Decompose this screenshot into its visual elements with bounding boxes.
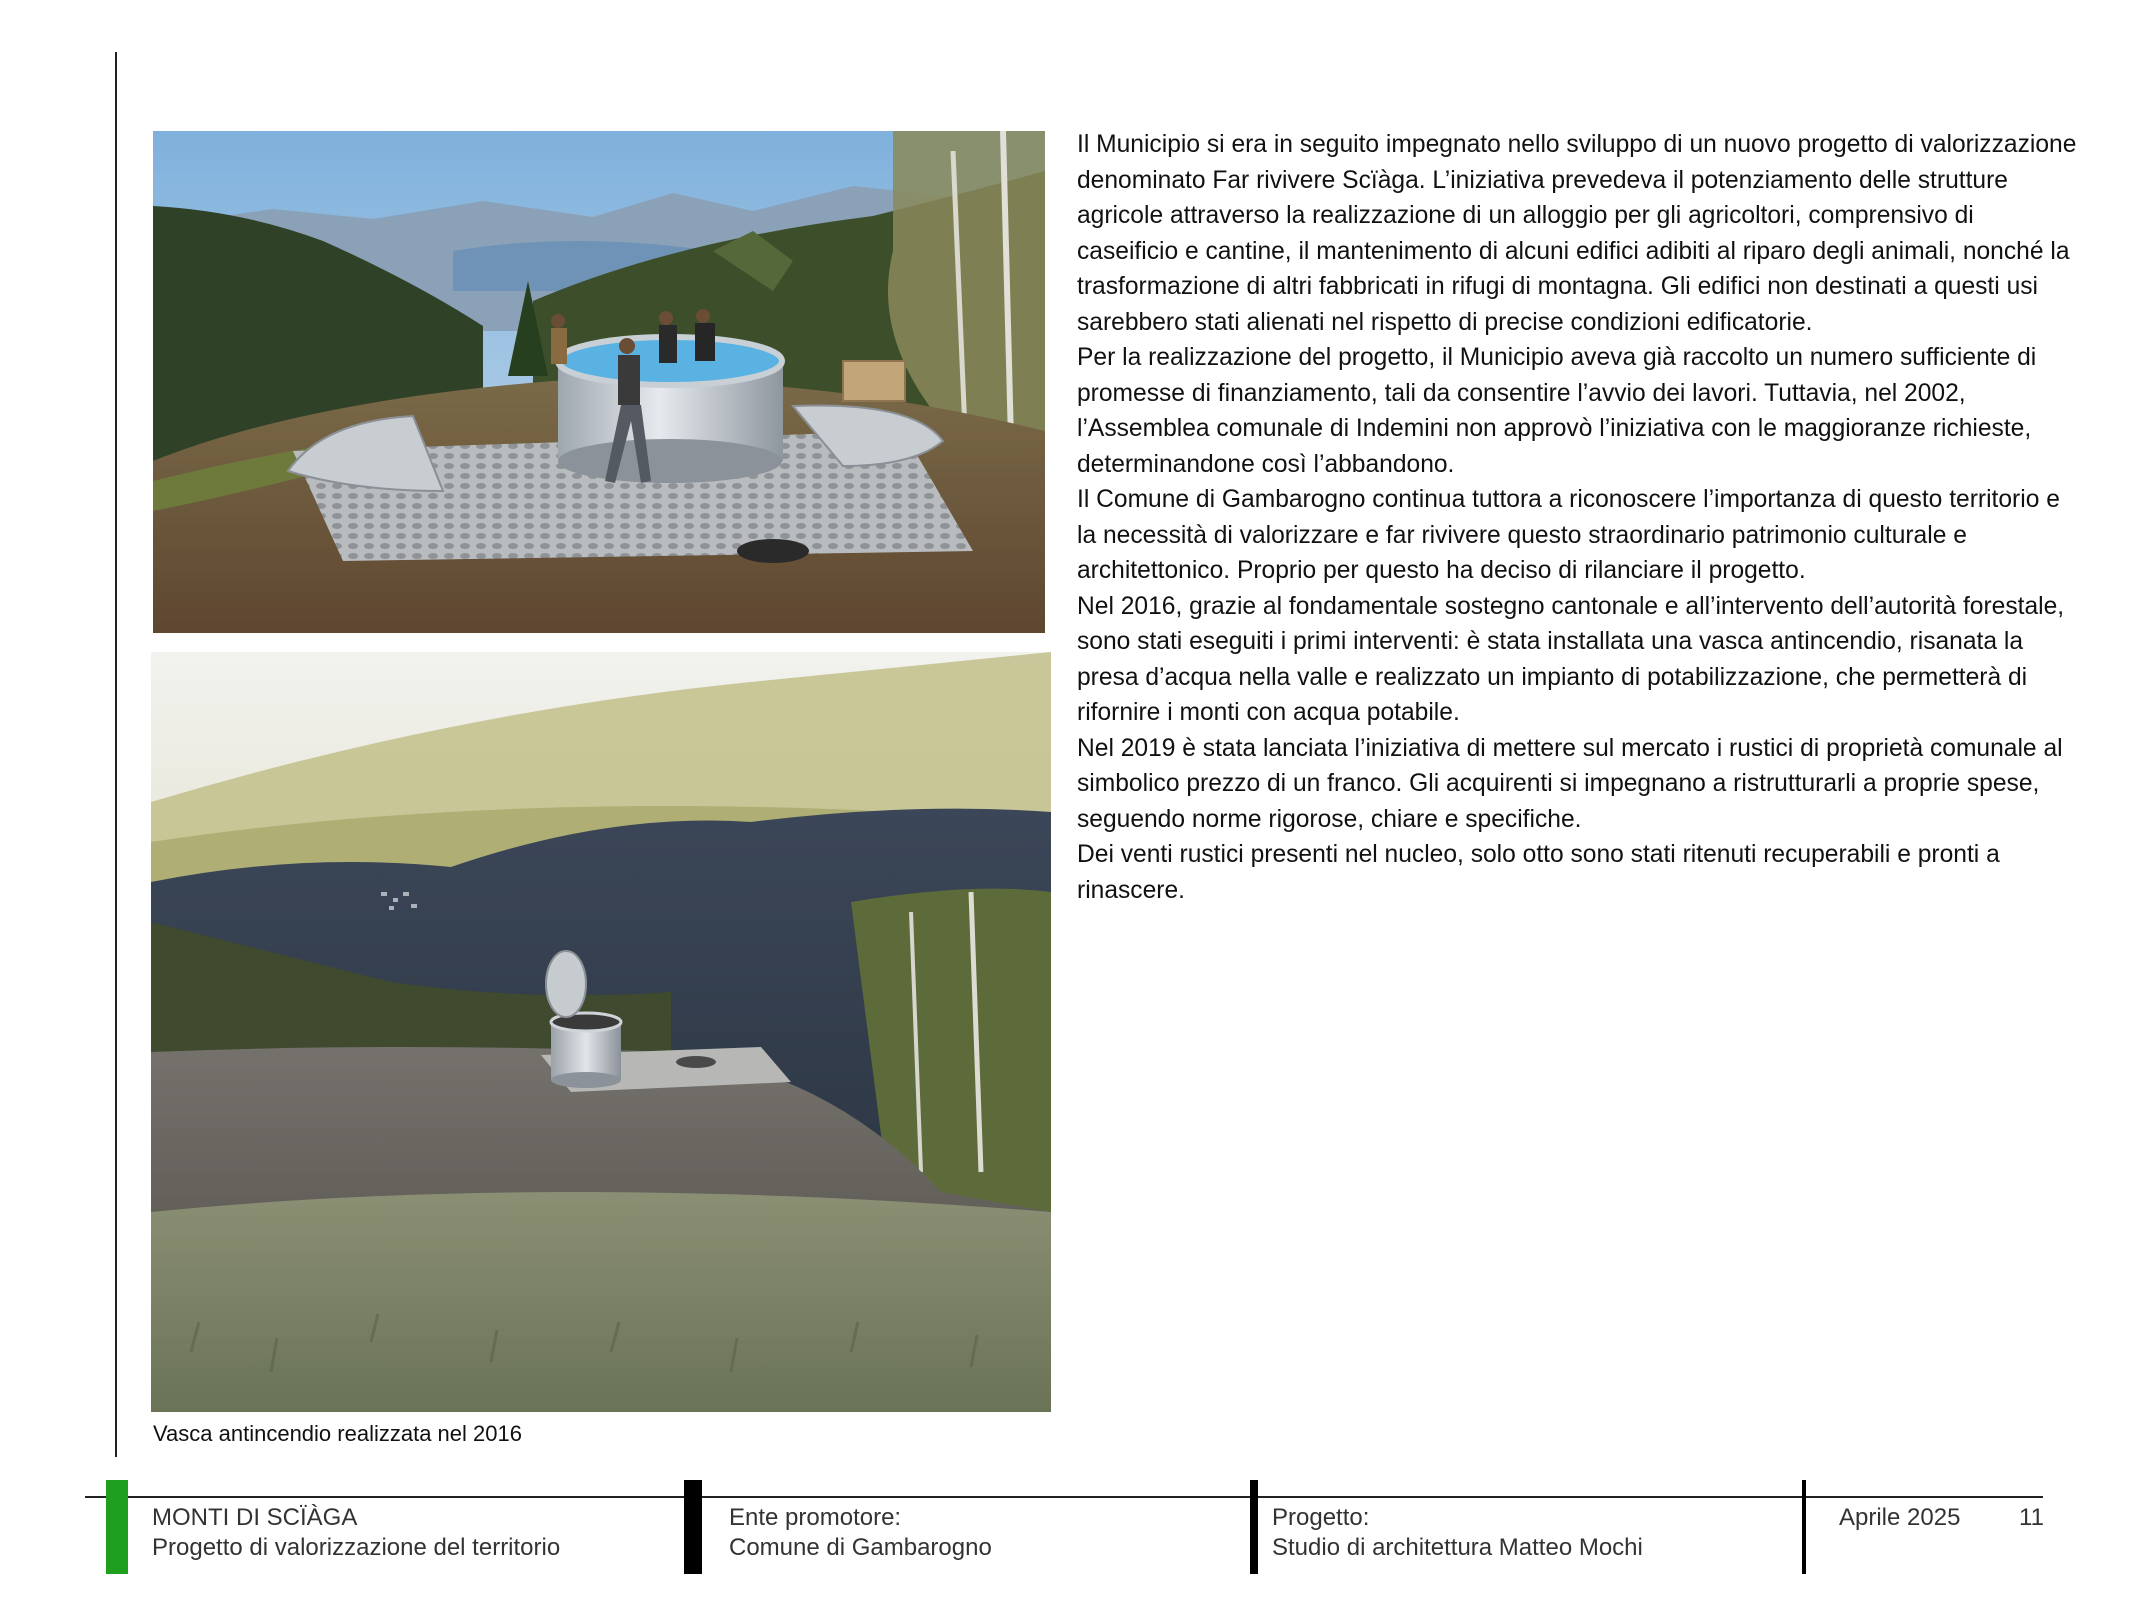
photo-tank-construction <box>153 131 1045 633</box>
footer-separator-bar <box>684 1480 702 1574</box>
footer-promoter-block <box>729 1503 992 1563</box>
footer-project-subtitle: Progetto di valorizzazione del territorio <box>152 1534 561 1561</box>
footer-design-label: Progetto: <box>1272 1504 1370 1531</box>
footer-design-block <box>1272 1503 1643 1563</box>
footer-design-value: Studio di architettura Matteo Mochi <box>1272 1534 1643 1561</box>
footer-promoter-value: Comune di Gambarogno <box>729 1534 992 1561</box>
paragraph: Dei venti rustici presenti nel nucleo, solo otto sono stati ritenuti recuperabili e pronti a rinascere. <box>1077 841 2000 904</box>
footer-accent-bar <box>106 1480 128 1574</box>
photo-tank-completed <box>151 652 1051 1412</box>
footer-page-number: 11 <box>2019 1504 2044 1531</box>
paragraph: Il Municipio si era in seguito impegnato nello sviluppo di un nuovo progetto di valorizzazione denominato Far rivivere Scïàga. L’iniziativa prevedeva il potenziamento delle strutture agricole attraverso la realizzazione di un alloggio per gli agricoltori, comprensivo di caseificio e cantine, il mantenimento di alcuni edifici adibiti al riparo degli animali, nonché la trasformazione di altri fabbricati in rifugi di montagna. Gli edifici non destinati a questi usi sarebbero stati alienati nel rispetto di precise condizioni edificatorie. <box>1077 131 2077 336</box>
footer-promoter-label: Ente promotore: <box>729 1504 902 1531</box>
paragraph: Per la realizzazione del progetto, il Municipio aveva già raccolto un numero sufficiente di promesse di finanziamento, tali da consentire l’avvio dei lavori. Tuttavia, nel 2002, l’Assemblea comunale di Indemini non approvò l’iniziativa con le maggioranze richieste, determinandone così l’abbandono. <box>1077 344 2037 478</box>
photo-caption: Vasca antincendio realizzata nel 2016 <box>153 1421 522 1446</box>
paragraph: Il Comune di Gambarogno continua tuttora a riconoscere l’importanza di questo territorio e la necessità di valorizzare e far rivivere questo straordinario patrimonio culturale e architettonico. Proprio per questo ha deciso di rilanciare il progetto. <box>1077 486 2060 584</box>
footer-project-title: MONTI DI SCÏÀGA <box>152 1504 358 1531</box>
footer-separator-bar <box>1250 1480 1258 1574</box>
footer-separator-bar <box>1802 1480 1806 1574</box>
left-margin-rule <box>115 52 117 1457</box>
footer-project-block <box>152 1503 560 1563</box>
paragraph: Nel 2016, grazie al fondamentale sostegno cantonale e all’intervento dell’autorità forestale, sono stati eseguiti i primi interventi: è stata installata una vasca antincendio, risanata la presa d’acqua nella valle e realizzato un impianto di potabilizzazione, che permetterà di rifornire i monti con acqua potabile. <box>1077 592 2065 726</box>
footer-date: Aprile 2025 <box>1839 1504 1961 1531</box>
paragraph: Nel 2019 è stata lanciata l’iniziativa di mettere sul mercato i rustici di proprietà comunale al simbolico prezzo di un franco. Gli acquirenti si impegnano a ristrutturarli a proprie spese, seguendo norme rigorose, chiare e specifiche. <box>1077 734 2063 833</box>
footer-divider <box>85 1496 2043 1498</box>
body-text <box>1077 127 2077 908</box>
